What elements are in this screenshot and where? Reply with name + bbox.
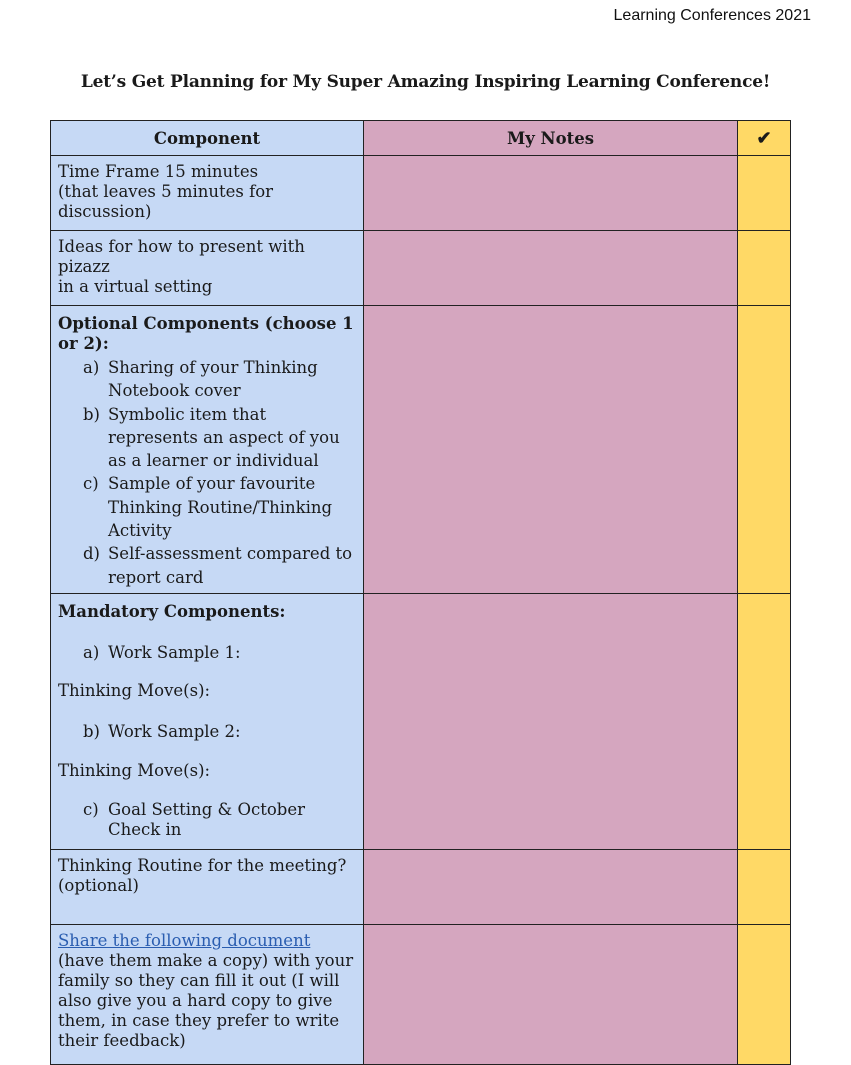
table-row-mandatory bbox=[51, 593, 791, 849]
check-cell[interactable] bbox=[738, 306, 791, 594]
list-item: c) Goal Setting & October Check in bbox=[83, 799, 305, 839]
component-cell bbox=[51, 850, 363, 900]
table-header-row bbox=[51, 121, 791, 156]
table-row-optional bbox=[51, 306, 791, 594]
table-row-share bbox=[51, 924, 791, 1064]
ideas-text: Ideas for how to present with pizazz bbox=[58, 237, 305, 276]
notes-cell[interactable] bbox=[364, 156, 738, 231]
component-cell bbox=[51, 231, 363, 301]
list-item: b) Symbolic item that represents an aspect of you as a learner or individual bbox=[83, 404, 340, 471]
thinking-moves-label: Thinking Move(s): bbox=[58, 681, 211, 701]
routine-text: Thinking Routine for the meeting? bbox=[58, 855, 347, 875]
notes-cell[interactable] bbox=[364, 849, 738, 924]
header-doc-label: Learning Conferences 2021 bbox=[613, 7, 811, 24]
mandatory-heading: Mandatory Components: bbox=[58, 601, 286, 621]
component-cell bbox=[51, 594, 363, 844]
check-cell[interactable] bbox=[738, 231, 791, 306]
thinking-moves-label: Thinking Move(s): bbox=[58, 760, 211, 780]
document-title: Let’s Get Planning for My Super Amazing Inspiring Learning Conference! bbox=[80, 72, 771, 92]
list-item: a) Work Sample 1: bbox=[83, 642, 241, 662]
notes-cell[interactable] bbox=[364, 593, 738, 849]
ideas-text-cont: in a virtual setting bbox=[58, 277, 213, 296]
table-row-ideas bbox=[51, 231, 791, 306]
time-frame-text: Time Frame 15 minutes bbox=[58, 162, 259, 181]
table-row-routine bbox=[51, 849, 791, 924]
share-instructions: (have them make a copy) with your family so they can fill it out (I will also give you a hard copy to give them, in case they prefer to write their feedback) bbox=[58, 950, 354, 1050]
list-item: a) Sharing of your Thinking Notebook cover bbox=[83, 358, 318, 401]
component-cell bbox=[51, 156, 363, 226]
check-cell[interactable] bbox=[738, 924, 791, 1064]
optional-list bbox=[58, 356, 357, 589]
notes-cell[interactable] bbox=[364, 924, 738, 1064]
check-mark-icon: ✔ bbox=[738, 121, 791, 156]
table-row-time-frame bbox=[51, 156, 791, 231]
column-header-component: Component bbox=[51, 121, 364, 156]
notes-cell[interactable] bbox=[364, 231, 738, 306]
check-cell[interactable] bbox=[738, 593, 791, 849]
notes-cell[interactable] bbox=[364, 306, 738, 594]
component-cell bbox=[51, 306, 363, 593]
optional-heading: Optional Components (choose 1 or 2): bbox=[58, 314, 354, 353]
list-item: b) Work Sample 2: bbox=[83, 722, 241, 742]
check-cell[interactable] bbox=[738, 849, 791, 924]
check-cell[interactable] bbox=[738, 156, 791, 231]
time-frame-note: (that leaves 5 minutes for discussion) bbox=[58, 182, 274, 221]
list-item: c) Sample of your favourite Thinking Routine/Thinking Activity bbox=[83, 474, 333, 541]
column-header-notes: My Notes bbox=[364, 121, 738, 156]
component-cell bbox=[51, 925, 363, 1055]
planning-table bbox=[50, 120, 791, 1065]
routine-note: (optional) bbox=[58, 875, 139, 895]
list-item: d) Self-assessment compared to report card bbox=[83, 544, 353, 587]
share-document-link[interactable]: Share the following document bbox=[58, 930, 311, 950]
